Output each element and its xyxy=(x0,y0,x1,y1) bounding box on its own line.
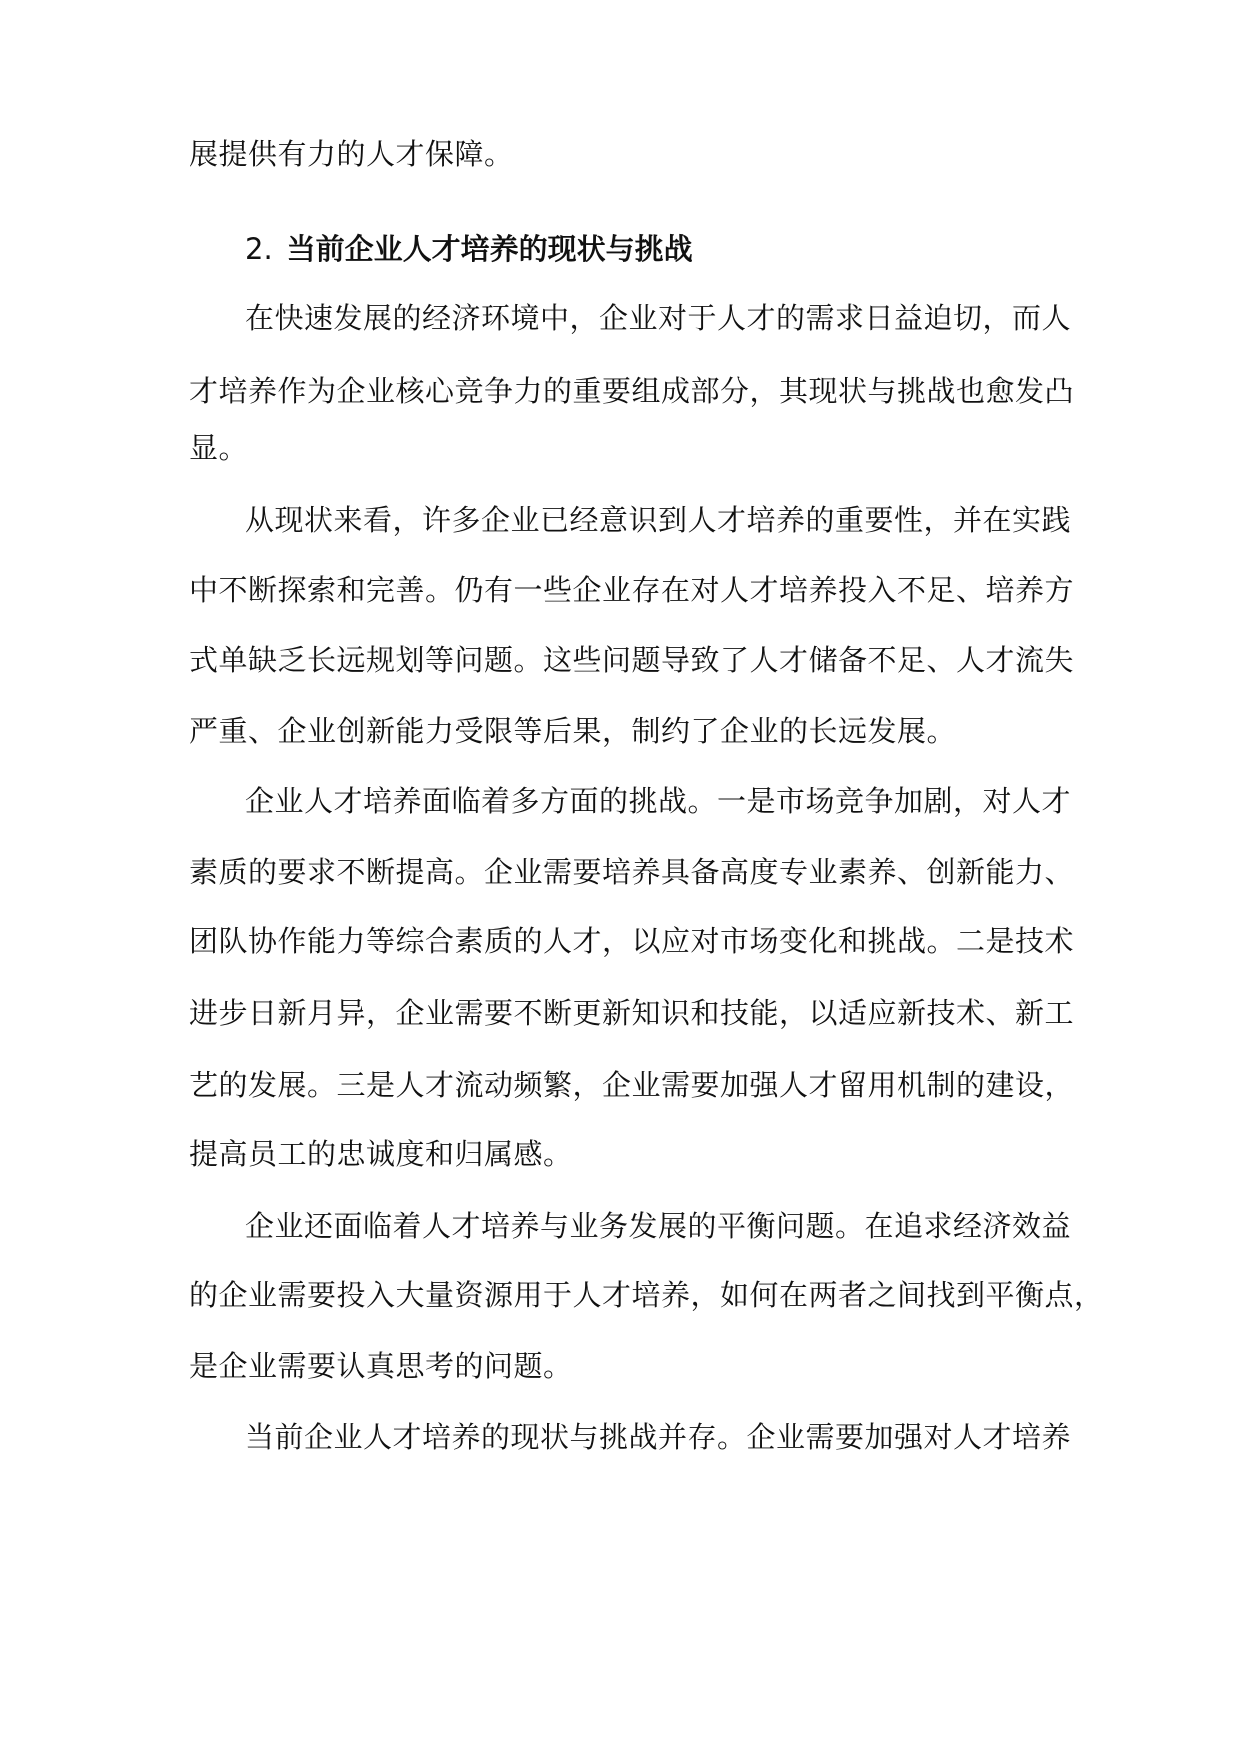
paragraph-line: 展提供有力的人才保障。 xyxy=(189,137,514,171)
section-heading xyxy=(245,229,693,269)
paragraph-line: 企业还面临着人才培养与业务发展的平衡问题。在追求经济效益 xyxy=(245,1209,1072,1243)
paragraph-line: 当前企业人才培养的现状与挑战并存。企业需要加强对人才培养 xyxy=(245,1420,1072,1454)
paragraph-line: 是企业需要认真思考的问题。 xyxy=(189,1349,573,1383)
paragraph-line: 严重、企业创新能力受限等后果，制约了企业的长远发展。 xyxy=(189,714,957,748)
paragraph-line: 进步日新月异，企业需要不断更新知识和技能，以适应新技术、新工 xyxy=(189,996,1075,1030)
paragraph-line: 的企业需要投入大量资源用于人才培养，如何在两者之间找到平衡点， xyxy=(189,1278,1104,1312)
paragraph-line: 企业人才培养面临着多方面的挑战。一是市场竞争加剧，对人才 xyxy=(245,784,1072,818)
paragraph-line: 在快速发展的经济环境中，企业对于人才的需求日益迫切，而人 xyxy=(245,301,1072,335)
paragraph-line: 艺的发展。三是人才流动频繁，企业需要加强人才留用机制的建设， xyxy=(189,1068,1075,1102)
paragraph-line: 式单缺乏长远规划等问题。这些问题导致了人才储备不足、人才流失 xyxy=(189,643,1075,677)
paragraph-line: 从现状来看，许多企业已经意识到人才培养的重要性，并在实践 xyxy=(245,503,1072,537)
paragraph-line: 提高员工的忠诚度和归属感。 xyxy=(189,1137,573,1171)
paragraph-line: 素质的要求不断提高。企业需要培养具备高度专业素养、创新能力、 xyxy=(189,855,1075,889)
section-number: 2. xyxy=(245,232,273,266)
paragraph-line: 团队协作能力等综合素质的人才，以应对市场变化和挑战。二是技术 xyxy=(189,924,1075,958)
paragraph-line: 中不断探索和完善。仍有一些企业存在对人才培养投入不足、培养方 xyxy=(189,573,1075,607)
paragraph-line: 显。 xyxy=(189,431,249,465)
paragraph-line: 才培养作为企业核心竞争力的重要组成部分，其现状与挑战也愈发凸 xyxy=(189,374,1075,408)
section-title: 当前企业人才培养的现状与挑战 xyxy=(286,232,693,266)
